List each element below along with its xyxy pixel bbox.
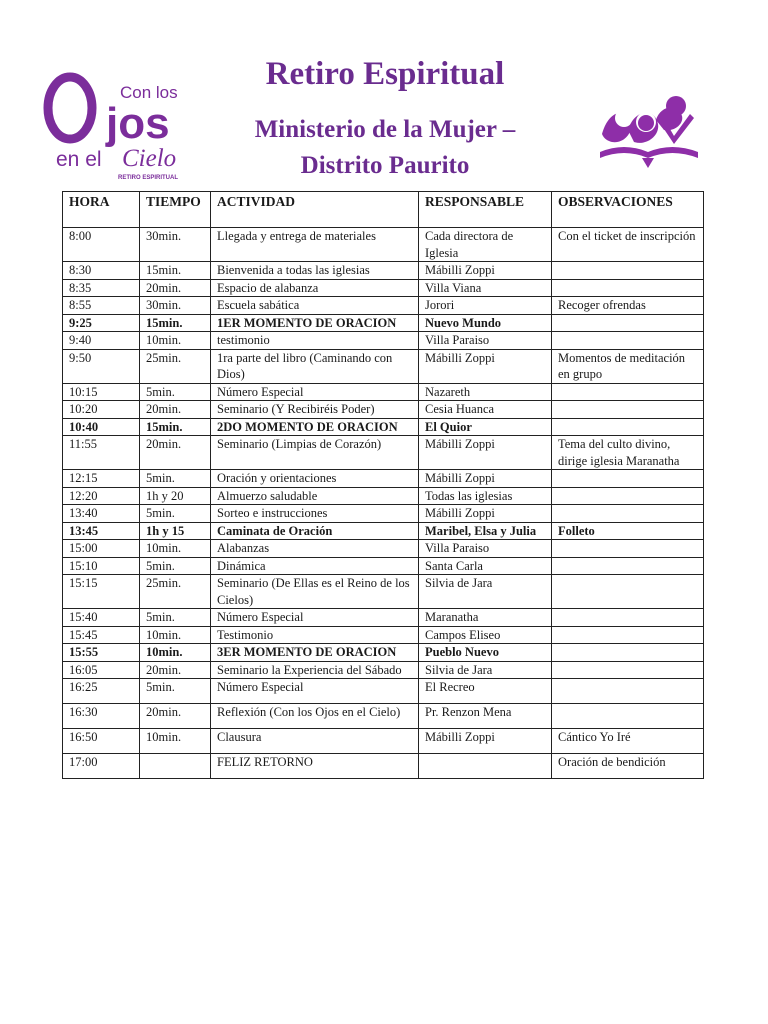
table-row [63,418,704,436]
cell-observaciones [552,262,704,280]
subtitle-line-ministry: Ministerio de la Mujer – [254,116,516,143]
cell-tiempo: 20min. [140,279,211,297]
cell-responsable: Maranatha [419,609,552,627]
cell-observaciones: Folleto [552,522,704,540]
cell-hora: 8:00 [63,228,140,262]
cell-responsable: Mábilli Zoppi [419,349,552,383]
cell-tiempo: 15min. [140,418,211,436]
cell-observaciones [552,679,704,704]
cell-actividad: Reflexión (Con los Ojos en el Cielo) [211,704,419,729]
cell-responsable: Maribel, Elsa y Julia [419,522,552,540]
cell-actividad: Clausura [211,729,419,754]
cell-observaciones: Con el ticket de inscripción [552,228,704,262]
cell-hora: 11:55 [63,436,140,470]
table-row [63,383,704,401]
cell-hora: 16:50 [63,729,140,754]
cell-hora: 10:40 [63,418,140,436]
cell-tiempo: 10min. [140,332,211,350]
cell-hora: 9:25 [63,314,140,332]
subtitle-line-district: Distrito Paurito [300,152,470,179]
cell-hora: 15:00 [63,540,140,558]
cell-hora: 15:55 [63,644,140,662]
cell-actividad: Testimonio [211,626,419,644]
cell-responsable: Nuevo Mundo [419,314,552,332]
cell-responsable: Nazareth [419,383,552,401]
cell-responsable: Silvia de Jara [419,661,552,679]
cell-tiempo: 15min. [140,262,211,280]
cell-hora: 12:20 [63,487,140,505]
table-row [63,704,704,729]
cell-actividad: Escuela sabática [211,297,419,315]
cell-responsable [419,754,552,779]
cell-observaciones [552,661,704,679]
cell-hora: 10:20 [63,401,140,419]
cell-responsable: Todas las iglesias [419,487,552,505]
cell-tiempo: 20min. [140,401,211,419]
cell-hora: 17:00 [63,754,140,779]
cell-responsable: Mábilli Zoppi [419,262,552,280]
cell-actividad: testimonio [211,332,419,350]
table-row [63,505,704,523]
cell-tiempo: 5min. [140,679,211,704]
cell-hora: 13:45 [63,522,140,540]
cell-actividad: Número Especial [211,383,419,401]
cell-hora: 10:15 [63,383,140,401]
cell-tiempo: 20min. [140,661,211,679]
logo-text-conlos: Con los [120,83,178,102]
logo-text-jos: jos [106,99,170,148]
cell-tiempo: 10min. [140,626,211,644]
table-row [63,609,704,627]
cell-tiempo: 1h y 15 [140,522,211,540]
column-header-observaciones: OBSERVACIONES [552,192,704,228]
table-row [63,401,704,419]
cell-tiempo: 5min. [140,505,211,523]
cell-tiempo: 20min. [140,704,211,729]
table-row [63,754,704,779]
column-header-hora: HORA [63,192,140,228]
cell-tiempo: 30min. [140,228,211,262]
cell-observaciones [552,332,704,350]
schedule-header-row [63,192,704,228]
cell-actividad: FELIZ RETORNO [211,754,419,779]
cell-tiempo: 5min. [140,557,211,575]
cell-observaciones [552,383,704,401]
logo-letter-o-icon [48,77,92,139]
cell-actividad: 2DO MOMENTO DE ORACION [211,418,419,436]
cell-observaciones [552,609,704,627]
event-logo [40,70,180,182]
cell-actividad: Alabanzas [211,540,419,558]
table-row [63,661,704,679]
table-row [63,349,704,383]
cell-hora: 16:30 [63,704,140,729]
schedule-table [62,191,704,779]
cell-actividad: Sorteo e instrucciones [211,505,419,523]
cell-hora: 15:45 [63,626,140,644]
table-row [63,557,704,575]
table-row [63,679,704,704]
cell-responsable: Mábilli Zoppi [419,729,552,754]
cell-responsable: Pr. Renzon Mena [419,704,552,729]
column-header-tiempo: TIEMPO [140,192,211,228]
cell-tiempo: 10min. [140,729,211,754]
cell-hora: 9:50 [63,349,140,383]
table-row [63,522,704,540]
table-row [63,626,704,644]
cell-actividad: Seminario (Limpias de Corazón) [211,436,419,470]
cell-observaciones [552,401,704,419]
cell-observaciones [552,626,704,644]
cell-hora: 9:40 [63,332,140,350]
cell-responsable: Villa Paraiso [419,540,552,558]
table-row [63,297,704,315]
cell-observaciones [552,575,704,609]
cell-hora: 8:30 [63,262,140,280]
cell-hora: 15:10 [63,557,140,575]
cell-responsable: Jorori [419,297,552,315]
table-row [63,729,704,754]
cell-observaciones [552,505,704,523]
women-ministry-logo-icon [594,92,704,172]
cell-actividad: Oración y orientaciones [211,470,419,488]
table-row [63,279,704,297]
cell-tiempo: 5min. [140,383,211,401]
cell-observaciones [552,279,704,297]
cell-tiempo: 10min. [140,644,211,662]
cell-observaciones: Momentos de meditación en grupo [552,349,704,383]
cell-tiempo: 20min. [140,436,211,470]
cell-hora: 8:35 [63,279,140,297]
cell-tiempo: 10min. [140,540,211,558]
table-row [63,540,704,558]
cell-responsable: Mábilli Zoppi [419,505,552,523]
table-row [63,314,704,332]
cell-responsable: El Recreo [419,679,552,704]
cell-actividad: Almuerzo saludable [211,487,419,505]
cell-hora: 16:05 [63,661,140,679]
cell-observaciones [552,418,704,436]
cell-actividad: Seminario (Y Recibiréis Poder) [211,401,419,419]
page-subtitle [200,112,570,184]
cell-actividad: Caminata de Oración [211,522,419,540]
table-row [63,487,704,505]
table-row [63,436,704,470]
cell-responsable: Campos Eliseo [419,626,552,644]
cell-observaciones [552,487,704,505]
cell-responsable: Cada directora de Iglesia [419,228,552,262]
cell-tiempo: 30min. [140,297,211,315]
cell-observaciones [552,540,704,558]
logo-text-enel: en el [56,148,102,171]
cell-observaciones: Recoger ofrendas [552,297,704,315]
logo-text-cielo: Cielo [122,145,177,172]
cell-hora: 15:40 [63,609,140,627]
cell-observaciones [552,557,704,575]
cell-responsable: El Quior [419,418,552,436]
cell-observaciones [552,470,704,488]
cell-tiempo: 5min. [140,470,211,488]
cell-responsable: Villa Paraiso [419,332,552,350]
cell-hora: 8:55 [63,297,140,315]
cell-responsable: Pueblo Nuevo [419,644,552,662]
cell-responsable: Santa Carla [419,557,552,575]
column-header-actividad: ACTIVIDAD [211,192,419,228]
table-row [63,575,704,609]
cell-observaciones [552,314,704,332]
cell-actividad: 3ER MOMENTO DE ORACION [211,644,419,662]
cell-hora: 16:25 [63,679,140,704]
cell-hora: 12:15 [63,470,140,488]
cell-tiempo: 15min. [140,314,211,332]
cell-hora: 13:40 [63,505,140,523]
cell-tiempo: 25min. [140,575,211,609]
cell-observaciones: Tema del culto divino, dirige iglesia Maranatha [552,436,704,470]
cell-hora: 15:15 [63,575,140,609]
cell-actividad: Dinámica [211,557,419,575]
table-row [63,470,704,488]
cell-responsable: Villa Viana [419,279,552,297]
cell-tiempo: 25min. [140,349,211,383]
cell-actividad: Seminario la Experiencia del Sábado [211,661,419,679]
cell-observaciones: Oración de bendición [552,754,704,779]
cell-tiempo: 5min. [140,609,211,627]
cell-responsable: Cesia Huanca [419,401,552,419]
page-title: Retiro Espiritual [265,56,505,92]
cell-tiempo: 1h y 20 [140,487,211,505]
table-row [63,644,704,662]
cell-actividad: 1ER MOMENTO DE ORACION [211,314,419,332]
cell-observaciones: Cántico Yo Iré [552,729,704,754]
cell-observaciones [552,644,704,662]
logo-text-retiro: RETIRO ESPIRITUAL [118,175,179,181]
cell-actividad: Espacio de alabanza [211,279,419,297]
cell-actividad: Bienvenida a todas las iglesias [211,262,419,280]
cell-tiempo [140,754,211,779]
cell-responsable: Mábilli Zoppi [419,436,552,470]
cell-actividad: Número Especial [211,679,419,704]
cell-actividad: 1ra parte del libro (Caminando con Dios) [211,349,419,383]
cell-responsable: Silvia de Jara [419,575,552,609]
cell-actividad: Llegada y entrega de materiales [211,228,419,262]
cell-observaciones [552,704,704,729]
table-row [63,332,704,350]
column-header-responsable: RESPONSABLE [419,192,552,228]
cell-actividad: Número Especial [211,609,419,627]
cell-actividad: Seminario (De Ellas es el Reino de los Cielos) [211,575,419,609]
table-row [63,228,704,262]
table-row [63,262,704,280]
cell-responsable: Mábilli Zoppi [419,470,552,488]
